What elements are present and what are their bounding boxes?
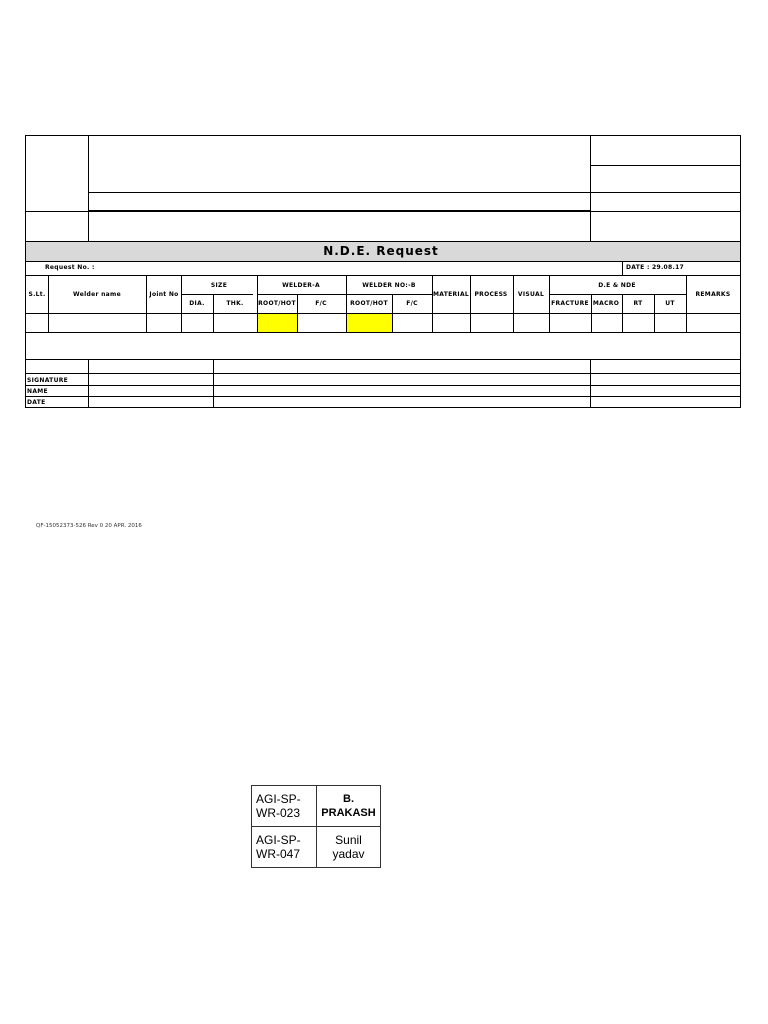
col-header-welder-b: WELDER NO:-B bbox=[362, 282, 416, 289]
col-divider bbox=[470, 275, 471, 332]
col-header-fc-b: F/C bbox=[406, 300, 418, 307]
signature-divider bbox=[88, 359, 89, 408]
signature-label: SIGNATURE bbox=[27, 377, 69, 384]
col-header-fc-a: F/C bbox=[315, 300, 327, 307]
col-divider bbox=[549, 275, 550, 332]
doc-info-divider bbox=[590, 135, 591, 241]
request-no-label: Request No. : bbox=[45, 264, 95, 271]
col-header-joint-no: Joint No bbox=[149, 291, 179, 298]
col-divider bbox=[622, 294, 623, 332]
header-line bbox=[25, 359, 741, 360]
header-line bbox=[88, 192, 741, 193]
table-row bbox=[252, 786, 381, 827]
header-line bbox=[88, 210, 590, 211]
col-divider bbox=[181, 275, 182, 332]
table-row bbox=[252, 827, 381, 868]
col-header-size: SIZE bbox=[210, 282, 228, 289]
col-divider bbox=[432, 275, 433, 332]
col-header-remarks: REMARKS bbox=[695, 291, 731, 298]
col-divider bbox=[48, 275, 49, 332]
col-divider bbox=[392, 294, 393, 332]
header-line bbox=[25, 332, 741, 333]
col-divider bbox=[591, 294, 592, 332]
col-header-macro: MACRO bbox=[592, 300, 620, 307]
date-row-label: DATE bbox=[27, 399, 46, 406]
signature-divider bbox=[213, 359, 214, 408]
welder-id-table bbox=[251, 785, 381, 868]
welder-name: B. PRAKASH bbox=[317, 786, 381, 827]
col-header-dia: DIA. bbox=[189, 300, 205, 307]
subheader-line bbox=[181, 294, 253, 295]
col-header-de-nde: D.E & NDE bbox=[598, 282, 636, 289]
col-header-rt: RT bbox=[633, 300, 643, 307]
col-header-fracture: FRACTURE bbox=[551, 300, 589, 307]
name-label: NAME bbox=[27, 388, 48, 395]
col-header-root-hot-b: ROOT/HOT bbox=[350, 300, 388, 307]
welder-code: AGI-SP-WR-047 bbox=[252, 827, 317, 868]
col-header-sl-no: S.Lt. bbox=[28, 291, 46, 298]
signature-line bbox=[25, 373, 741, 374]
subheader-line bbox=[549, 294, 686, 295]
col-divider bbox=[146, 275, 147, 332]
logo-cell-divider bbox=[88, 135, 89, 241]
root-hot-a-cell[interactable] bbox=[258, 314, 297, 332]
header-line bbox=[25, 275, 741, 276]
document-reference: QF-15052373-526 Rev 0 20 APR. 2016 bbox=[36, 523, 142, 529]
signature-line bbox=[25, 396, 741, 397]
header-line bbox=[25, 261, 741, 262]
col-header-material: MATERIAL bbox=[432, 291, 470, 298]
welder-code: AGI-SP-WR-023 bbox=[252, 786, 317, 827]
signature-divider bbox=[590, 359, 591, 408]
subheader-line bbox=[257, 294, 432, 295]
col-divider bbox=[686, 275, 687, 332]
header-line bbox=[25, 211, 741, 212]
col-header-welder-name: Welder name bbox=[73, 291, 121, 298]
date-label: DATE : 29.08.17 bbox=[626, 264, 685, 271]
col-divider bbox=[297, 294, 298, 332]
col-header-root-hot-a: ROOT/HOT bbox=[258, 300, 296, 307]
col-header-welder-a: WELDER-A bbox=[282, 282, 320, 289]
nde-form bbox=[25, 135, 741, 408]
form-title: N.D.E. Request bbox=[323, 244, 439, 258]
date-divider bbox=[622, 261, 623, 275]
col-header-ut: UT bbox=[665, 300, 675, 307]
col-header-thk: THK. bbox=[226, 300, 244, 307]
header-line bbox=[590, 165, 741, 166]
col-divider bbox=[513, 275, 514, 332]
col-divider bbox=[213, 294, 214, 332]
header-line bbox=[25, 241, 741, 242]
signature-line bbox=[25, 385, 741, 386]
col-divider bbox=[654, 294, 655, 332]
col-header-visual: VISUAL bbox=[517, 291, 545, 298]
welder-name: Sunil yadav bbox=[317, 827, 381, 868]
root-hot-b-cell[interactable] bbox=[347, 314, 392, 332]
col-header-process: PROCESS bbox=[474, 291, 508, 298]
